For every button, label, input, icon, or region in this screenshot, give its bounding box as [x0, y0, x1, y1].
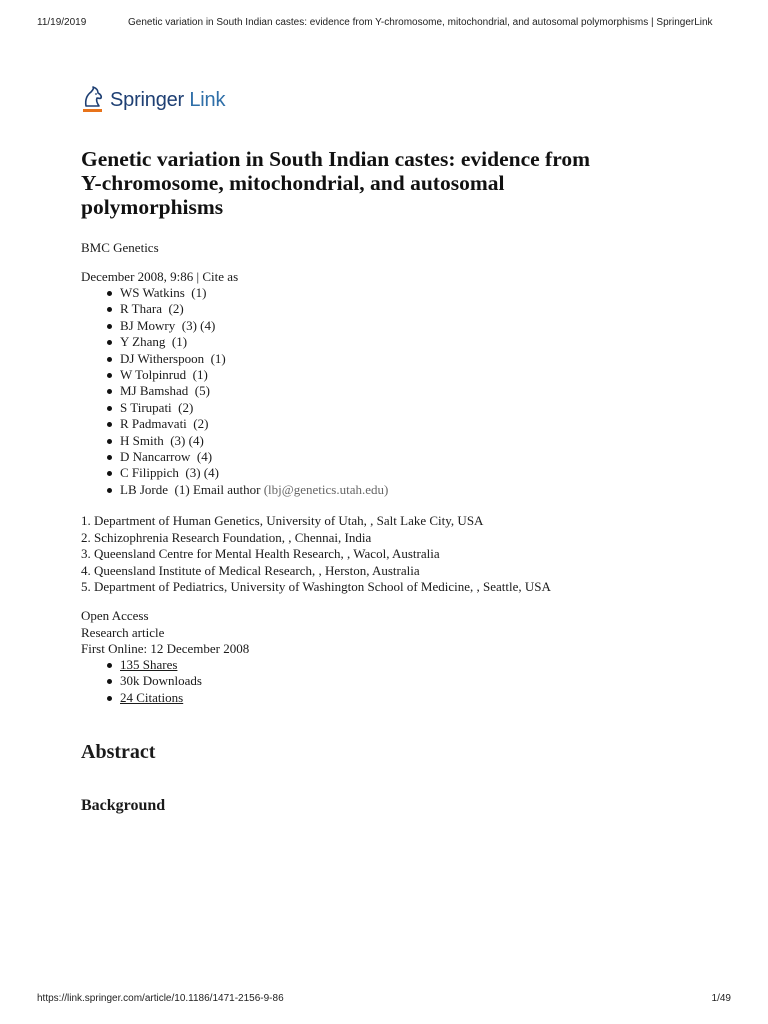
- abstract-heading: Abstract: [81, 741, 156, 764]
- author-item: [120, 433, 601, 449]
- metric-item: [120, 657, 601, 673]
- author-item: [120, 400, 601, 416]
- author-name[interactable]: C Filippich: [120, 465, 179, 481]
- affiliation-item: 4. Queensland Institute of Medical Research, , Herston, Australia: [81, 562, 420, 578]
- author-name[interactable]: BJ Mowry: [120, 317, 176, 333]
- publication-line: [81, 269, 601, 285]
- print-footer: [0, 993, 768, 1007]
- citations-link[interactable]: 24 Citations: [120, 689, 184, 705]
- article-meta: [81, 608, 601, 657]
- author-name[interactable]: S Tirupati: [120, 399, 172, 415]
- author-refs: (3) (4): [170, 432, 204, 448]
- author-refs: (1): [174, 481, 190, 497]
- author-item: [120, 482, 601, 498]
- author-item: [120, 465, 601, 481]
- journal-name[interactable]: BMC Genetics: [81, 240, 159, 255]
- author-item: [120, 351, 601, 367]
- cite-as-link[interactable]: Cite as: [202, 269, 239, 284]
- author-name[interactable]: R Padmavati: [120, 416, 187, 432]
- logo-link: Link: [189, 88, 226, 111]
- author-refs: (2): [178, 399, 194, 415]
- open-access-label: Open Access: [81, 608, 149, 624]
- author-refs: (1): [192, 367, 208, 383]
- author-list: [81, 285, 601, 498]
- print-page-number: 1/49: [711, 993, 731, 1004]
- springer-horse-icon: [81, 86, 105, 114]
- author-refs: (2): [168, 301, 184, 317]
- author-refs: (1): [191, 285, 207, 300]
- metric-item: [120, 673, 601, 689]
- affiliation-item: 5. Department of Pediatrics, University of Washington School of Medicine, , Seattle, USA: [81, 578, 551, 594]
- author-refs: (3) (4): [181, 317, 216, 333]
- author-name[interactable]: H Smith: [120, 432, 164, 448]
- print-date: 11/19/2019: [37, 17, 87, 28]
- author-name[interactable]: Y Zhang: [120, 334, 166, 350]
- author-item: [120, 449, 601, 465]
- author-refs: (4): [196, 449, 213, 465]
- affiliation-list: [81, 513, 571, 595]
- author-item: [120, 285, 601, 301]
- logo-text: [110, 89, 225, 112]
- author-name[interactable]: WS Watkins: [120, 285, 185, 300]
- author-refs: (1): [210, 350, 226, 366]
- author-item: [120, 383, 601, 399]
- article-content: [81, 147, 601, 816]
- publication-date: December 2008, 9:86: [81, 269, 194, 284]
- affiliation-item: 1. Department of Human Genetics, University of Utah, , Salt Lake City, USA: [81, 513, 484, 529]
- print-url: https://link.springer.com/article/10.1186/1471-2156-9-86: [37, 993, 284, 1004]
- author-item: [120, 334, 601, 350]
- logo-springer: Springer: [110, 88, 184, 111]
- author-refs: (1): [171, 334, 188, 350]
- affiliation-item: 3. Queensland Centre for Mental Health Research, , Wacol, Australia: [81, 546, 440, 562]
- author-name[interactable]: MJ Bamshad: [120, 383, 189, 399]
- downloads-count: 30k Downloads: [120, 673, 202, 689]
- separator: |: [196, 269, 200, 284]
- author-item: [120, 367, 601, 383]
- article-type: Research article: [81, 624, 165, 640]
- author-refs: (2): [193, 416, 209, 432]
- author-item: [120, 416, 601, 432]
- author-refs: (5): [194, 383, 210, 399]
- author-refs: (3) (4): [185, 465, 219, 481]
- first-online-date: First Online: 12 December 2008: [81, 640, 250, 656]
- springerlink-logo[interactable]: [81, 86, 225, 114]
- email-author-link[interactable]: Email author: [192, 481, 261, 497]
- author-item: [120, 301, 601, 317]
- author-name[interactable]: W Tolpinrud: [120, 367, 187, 383]
- author-email[interactable]: (lbj@genetics.utah.edu): [263, 481, 389, 497]
- affiliation-item: 2. Schizophrenia Research Foundation, , Chennai, India: [81, 529, 372, 545]
- article-metrics: [81, 657, 601, 706]
- author-item: [120, 318, 601, 334]
- shares-link[interactable]: 135 Shares: [120, 656, 178, 672]
- print-page-title: Genetic variation in South Indian castes: evidence from Y-chromosome, mitochondrial, and autosomal polymorphisms | SpringerLink: [128, 17, 713, 28]
- author-name[interactable]: DJ Witherspoon: [120, 350, 205, 366]
- metric-item: [120, 690, 601, 706]
- author-name[interactable]: D Nancarrow: [120, 449, 191, 465]
- author-name[interactable]: R Thara: [120, 301, 162, 317]
- print-header: [0, 17, 768, 31]
- author-name[interactable]: LB Jorde: [120, 481, 169, 497]
- article-title: Genetic variation in South Indian castes: evidence from Y-chromosome, mitochondrial, and autosomal polymorphisms: [81, 147, 591, 219]
- background-heading: Background: [81, 797, 166, 815]
